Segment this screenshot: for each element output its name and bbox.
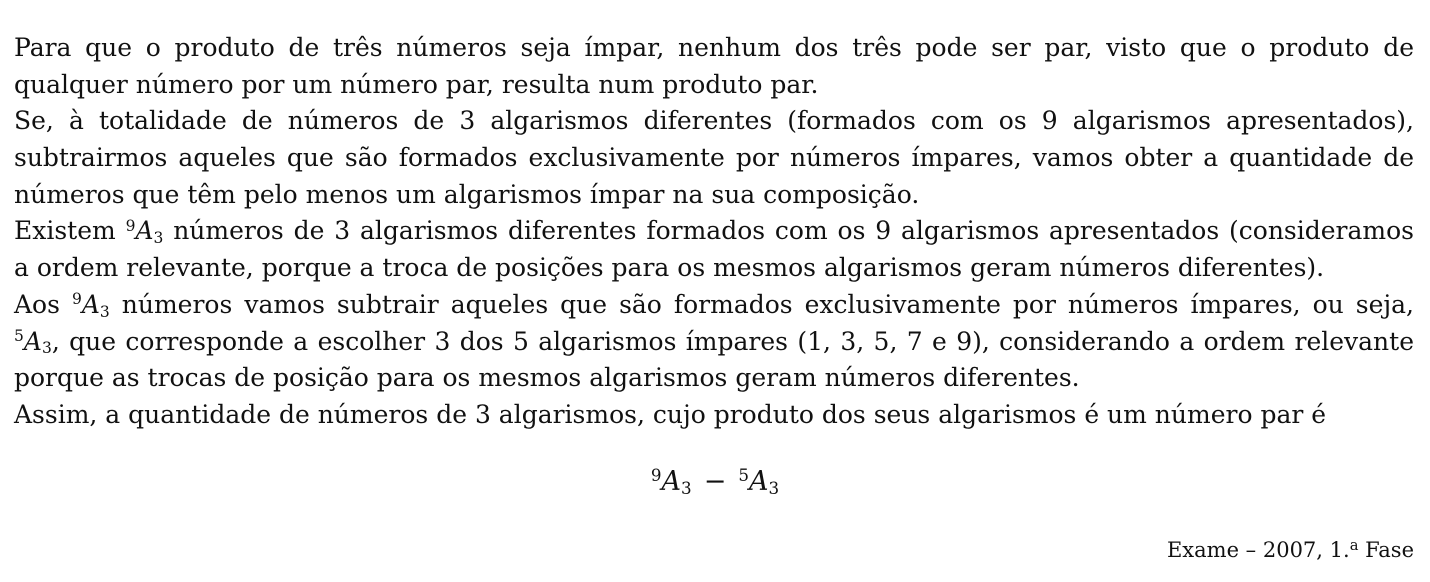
arrangement-expression: [72, 290, 110, 319]
exam-source-ordinal: a: [1349, 536, 1359, 554]
text-fragment: Aos: [14, 289, 72, 319]
arrangement-expression: [14, 327, 52, 356]
text-line: Se, à totalidade de números de 3 algarismos diferentes (formados com os 9 algarismos apresentados),: [14, 106, 1414, 136]
arrangement-expression: [651, 466, 692, 497]
arrangement-n: 5: [738, 464, 749, 485]
text-line: subtrairmos aqueles que são formados exclusivamente por números ímpares, vamos obter a quantidade de: [14, 143, 1414, 173]
arrangement-symbol: A: [661, 466, 682, 497]
text-line: Para que o produto de três números seja ímpar, nenhum dos três pode ser par, visto que o produto de: [14, 33, 1414, 62]
text-line: a ordem relevante, porque a troca de posições para os mesmos algarismos geram números diferentes).: [14, 253, 1325, 283]
text-line: [14, 287, 1414, 324]
arrangement-k: 3: [768, 478, 780, 499]
arrangement-n: 9: [71, 290, 82, 309]
text-line: [14, 213, 1414, 250]
arrangement-expression: [738, 466, 779, 497]
arrangement-symbol: A: [748, 466, 769, 497]
arrangement-k: 3: [41, 339, 52, 358]
arrangement-symbol: A: [23, 326, 42, 356]
arrangement-k: 3: [681, 478, 692, 499]
text-fragment: números vamos subtrair aqueles que são formados exclusivamente por números ímpares, ou seja,: [109, 289, 1414, 319]
exam-source-phase: Fase: [1358, 538, 1414, 562]
text-line: [14, 324, 1414, 361]
arrangement-expression: [125, 216, 164, 248]
text-line: Assim, a quantidade de números de 3 algarismos, cujo produto dos seus algarismos é um número par é: [14, 399, 1327, 429]
minus-sign: −: [703, 466, 727, 497]
exam-source: [1167, 536, 1414, 564]
arrangement-k: 3: [99, 302, 110, 321]
text-fragment: números de 3 algarismos diferentes formados com os 9 algarismos apresentados (consideramos: [163, 216, 1414, 246]
arrangement-symbol: A: [81, 289, 100, 319]
text-line: números que têm pelo menos um algarismos ímpar na sua composição.: [14, 179, 920, 209]
text-line: qualquer número por um número par, resulta num produto par.: [14, 69, 819, 99]
arrangement-n: 5: [14, 326, 24, 345]
solution-text: [14, 30, 1414, 434]
arrangement-n: 9: [125, 216, 136, 235]
text-fragment: , que corresponde a escolher 3 dos 5 algarismos ímpares (1, 3, 5, 7 e 9), considerando a ordem relevante: [51, 326, 1414, 356]
arrangement-symbol: A: [135, 216, 154, 246]
result-formula: [0, 462, 1430, 502]
arrangement-k: 3: [153, 229, 164, 248]
text-line: porque as trocas de posição para os mesmos algarismos geram números diferentes.: [14, 363, 1080, 393]
exam-source-main: Exame – 2007, 1.: [1166, 538, 1350, 562]
arrangement-n: 9: [650, 464, 662, 485]
text-fragment: Existem: [14, 216, 126, 246]
